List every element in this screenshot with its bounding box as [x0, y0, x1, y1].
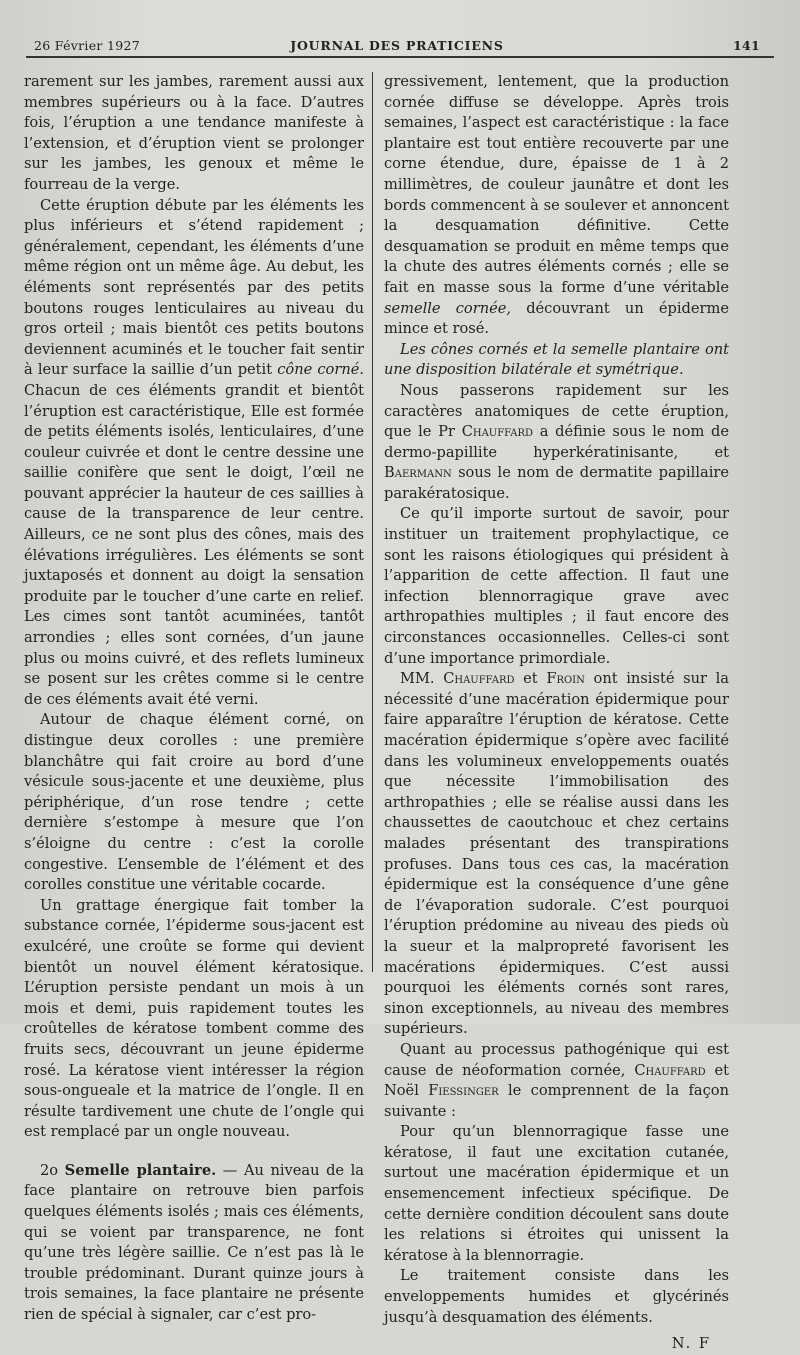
issue-date: 26 Février 1927 — [34, 38, 140, 53]
paragraph: Un grattage énergique fait tomber la substance cornée, l’épiderme sous-jacent est exulcéré, une croûte se forme qui devient bientôt un nouvel élément kératosique. L’éruption persiste pendant un mois à un mois et demi, puis rapidement toutes les croûtelles de kératose tombent comme des fruits secs, découvrant un jeune épiderme rosé. La kératose vient intéresser la région sous-ongueale et la matrice de l’ongle. Il en résulte tardivement une chute de l’ongle qui est remplacé par un ongle nouveau. — [24, 896, 364, 1141]
right-column — [384, 72, 729, 1355]
paragraph: Le traitement consiste dans les enveloppements humides et glycérinés jusqu’à desquamation des éléments. — [384, 1267, 729, 1326]
paragraph: Quant au processus pathogénique qui est cause de néoformation cornée, Chauffard et Noël Fiessinger le comprennent de la façon suivante : — [384, 1040, 730, 1120]
paragraph: MM. Chauffard et Froin ont insisté sur la nécessité d’une macération épidermique pour faire apparaître l’éruption de kératose. Cette macération épidermique s’opère avec facilité dans les volumineux enveloppements ouatés que nécessite l’immobilisation des arthropathies ; elle se réalise aussi dans les chaussettes de caoutchouc et chez certains malades présentant des transpirations profuses. Dans tous ces cas, la macération épidermique est la conséquence d’une gêne de l’évaporation sudorale. C’est pourquoi l’éruption prédomine au niveau des pieds où la sueur et la malpropreté favorisent les macérations épidermiques. C’est aussi pourquoi les éléments cornés sont rares, sinon exceptionnels, au niveau des membres supérieurs. — [384, 670, 729, 1038]
column-divider — [372, 72, 373, 972]
page-number: 141 — [733, 38, 760, 53]
paragraph: rarement sur les jambes, rarement aussi aux membres supérieurs ou à la face. D’autres fois, l’éruption a une tendance manifeste à l’extension, et d’éruption vient se prolonger sur les jambes, les genoux et même le fourreau de la verge. — [24, 73, 364, 193]
journal-title: JOURNAL DES PRATICIENS — [290, 38, 504, 53]
paragraph: gressivement, lentement, que la production cornée diffuse se développe. Après trois semaines, l’aspect est caractéristique : la face plantaire est tout entière recouverte par une corne étendue, dure, épaisse de 1 à 2 millimètres, de couleur jaunâtre et dont les bords commencent à se soulever et annoncent la desquamation définitive. Cette desquamation se produit en même temps que la chute des autres éléments cornés ; elle se fait en masse sous la forme d’une véritable semelle cornée, découvrant un épiderme mince et rosé. — [384, 73, 729, 338]
paragraph: Nous passerons rapidement sur les caractères anatomiques de cette éruption, que le Pr Chauffard a définie sous le nom de dermo-papillite hyperkératinisante, et Baermann sous le nom de dermatite papillaire parakératosique. — [384, 381, 729, 502]
paragraph: Cette éruption débute par les éléments les plus inférieurs et s’étend rapidement ; généralement, cependant, les éléments d’une même région ont un même âge. Au debut, les éléments sont représentés par des petits boutons rouges lenticulaires au niveau du gros orteil ; mais bientôt ces petits boutons deviennent acuminés et le toucher fait sentir à leur surface la saillie d’un petit cône corné. Chacun de ces éléments grandit et bientôt l’éruption est caractéristique, Elle est formée de petits éléments isolés, lenticulaires, d’une couleur cuivrée et dont le centre dessine une saillie conifère que sent le doigt, l’œil ne pouvant apprécier la hauteur de ces saillies à cause de la transparence de leur centre. Ailleurs, ce ne sont plus des cônes, mais des élévations irrégulières. Les éléments se sont juxtaposés et donnent au doigt la sensation produite par le toucher d’une carte en relief. Les cimes sont tantôt acuminées, tantôt arrondies ; elles sont cornées, d’un jaune plus ou moins cuivré, et des reflets lumineux se posent sur les crêtes comme si le centre de ces éléments avait été verni. — [24, 196, 364, 708]
left-column — [24, 72, 364, 1326]
section-number: 2o — [40, 1161, 59, 1179]
paragraph: Ce qu’il importe surtout de savoir, pour instituer un traitement prophylactique, ce sont les raisons étiologiques qui président à l’apparition de cette affection. Il faut une infection blennorragique grave avec arthropathies multiples ; il faut encore des circonstances occasionnelles. Celles-ci sont d’une importance primordiale. — [384, 505, 729, 667]
paragraph: Autour de chaque élément corné, on distingue deux corolles : une première blanchâtre qui fait croire au bord d’une vésicule sous-jacente et une deuxième, plus périphérique, d’un rose tendre ; cette dernière s’estompe à mesure que l’on s’éloigne du centre : c’est la corolle congestive. L’ensemble de l’élément et des corolles constitue une véritable cocarde. — [24, 711, 364, 894]
section-heading: Semelle plantaire. — [64, 1161, 217, 1179]
italic-statement: Les cônes cornés et la semelle plantaire ont une disposition bilatérale et symétrique. — [384, 340, 729, 379]
section-paragraph: 2o Semelle plantaire. — Au niveau de la face plantaire on retrouve bien parfois quelques éléments isolés ; mais ces éléments, qui se voient par transparence, ne font qu’une très légère saillie. Ce n’est pas là le trouble prédominant. Durant quinze jours à trois semaines, la face plantaire ne présente rien de spécial à signaler, car c’est pro- — [24, 1161, 365, 1324]
header-rule — [26, 56, 774, 58]
paragraph: Pour qu’un blennorragique fasse une kératose, il faut une excitation cutanée, surtout une macération épidermique et un ensemencement infectieux spécifique. De cette dernière condition découlent sans doute les relations si étroites qui unissent la kératose à la blennorragie. — [384, 1123, 729, 1264]
author-signature: N. F — [671, 1335, 711, 1353]
